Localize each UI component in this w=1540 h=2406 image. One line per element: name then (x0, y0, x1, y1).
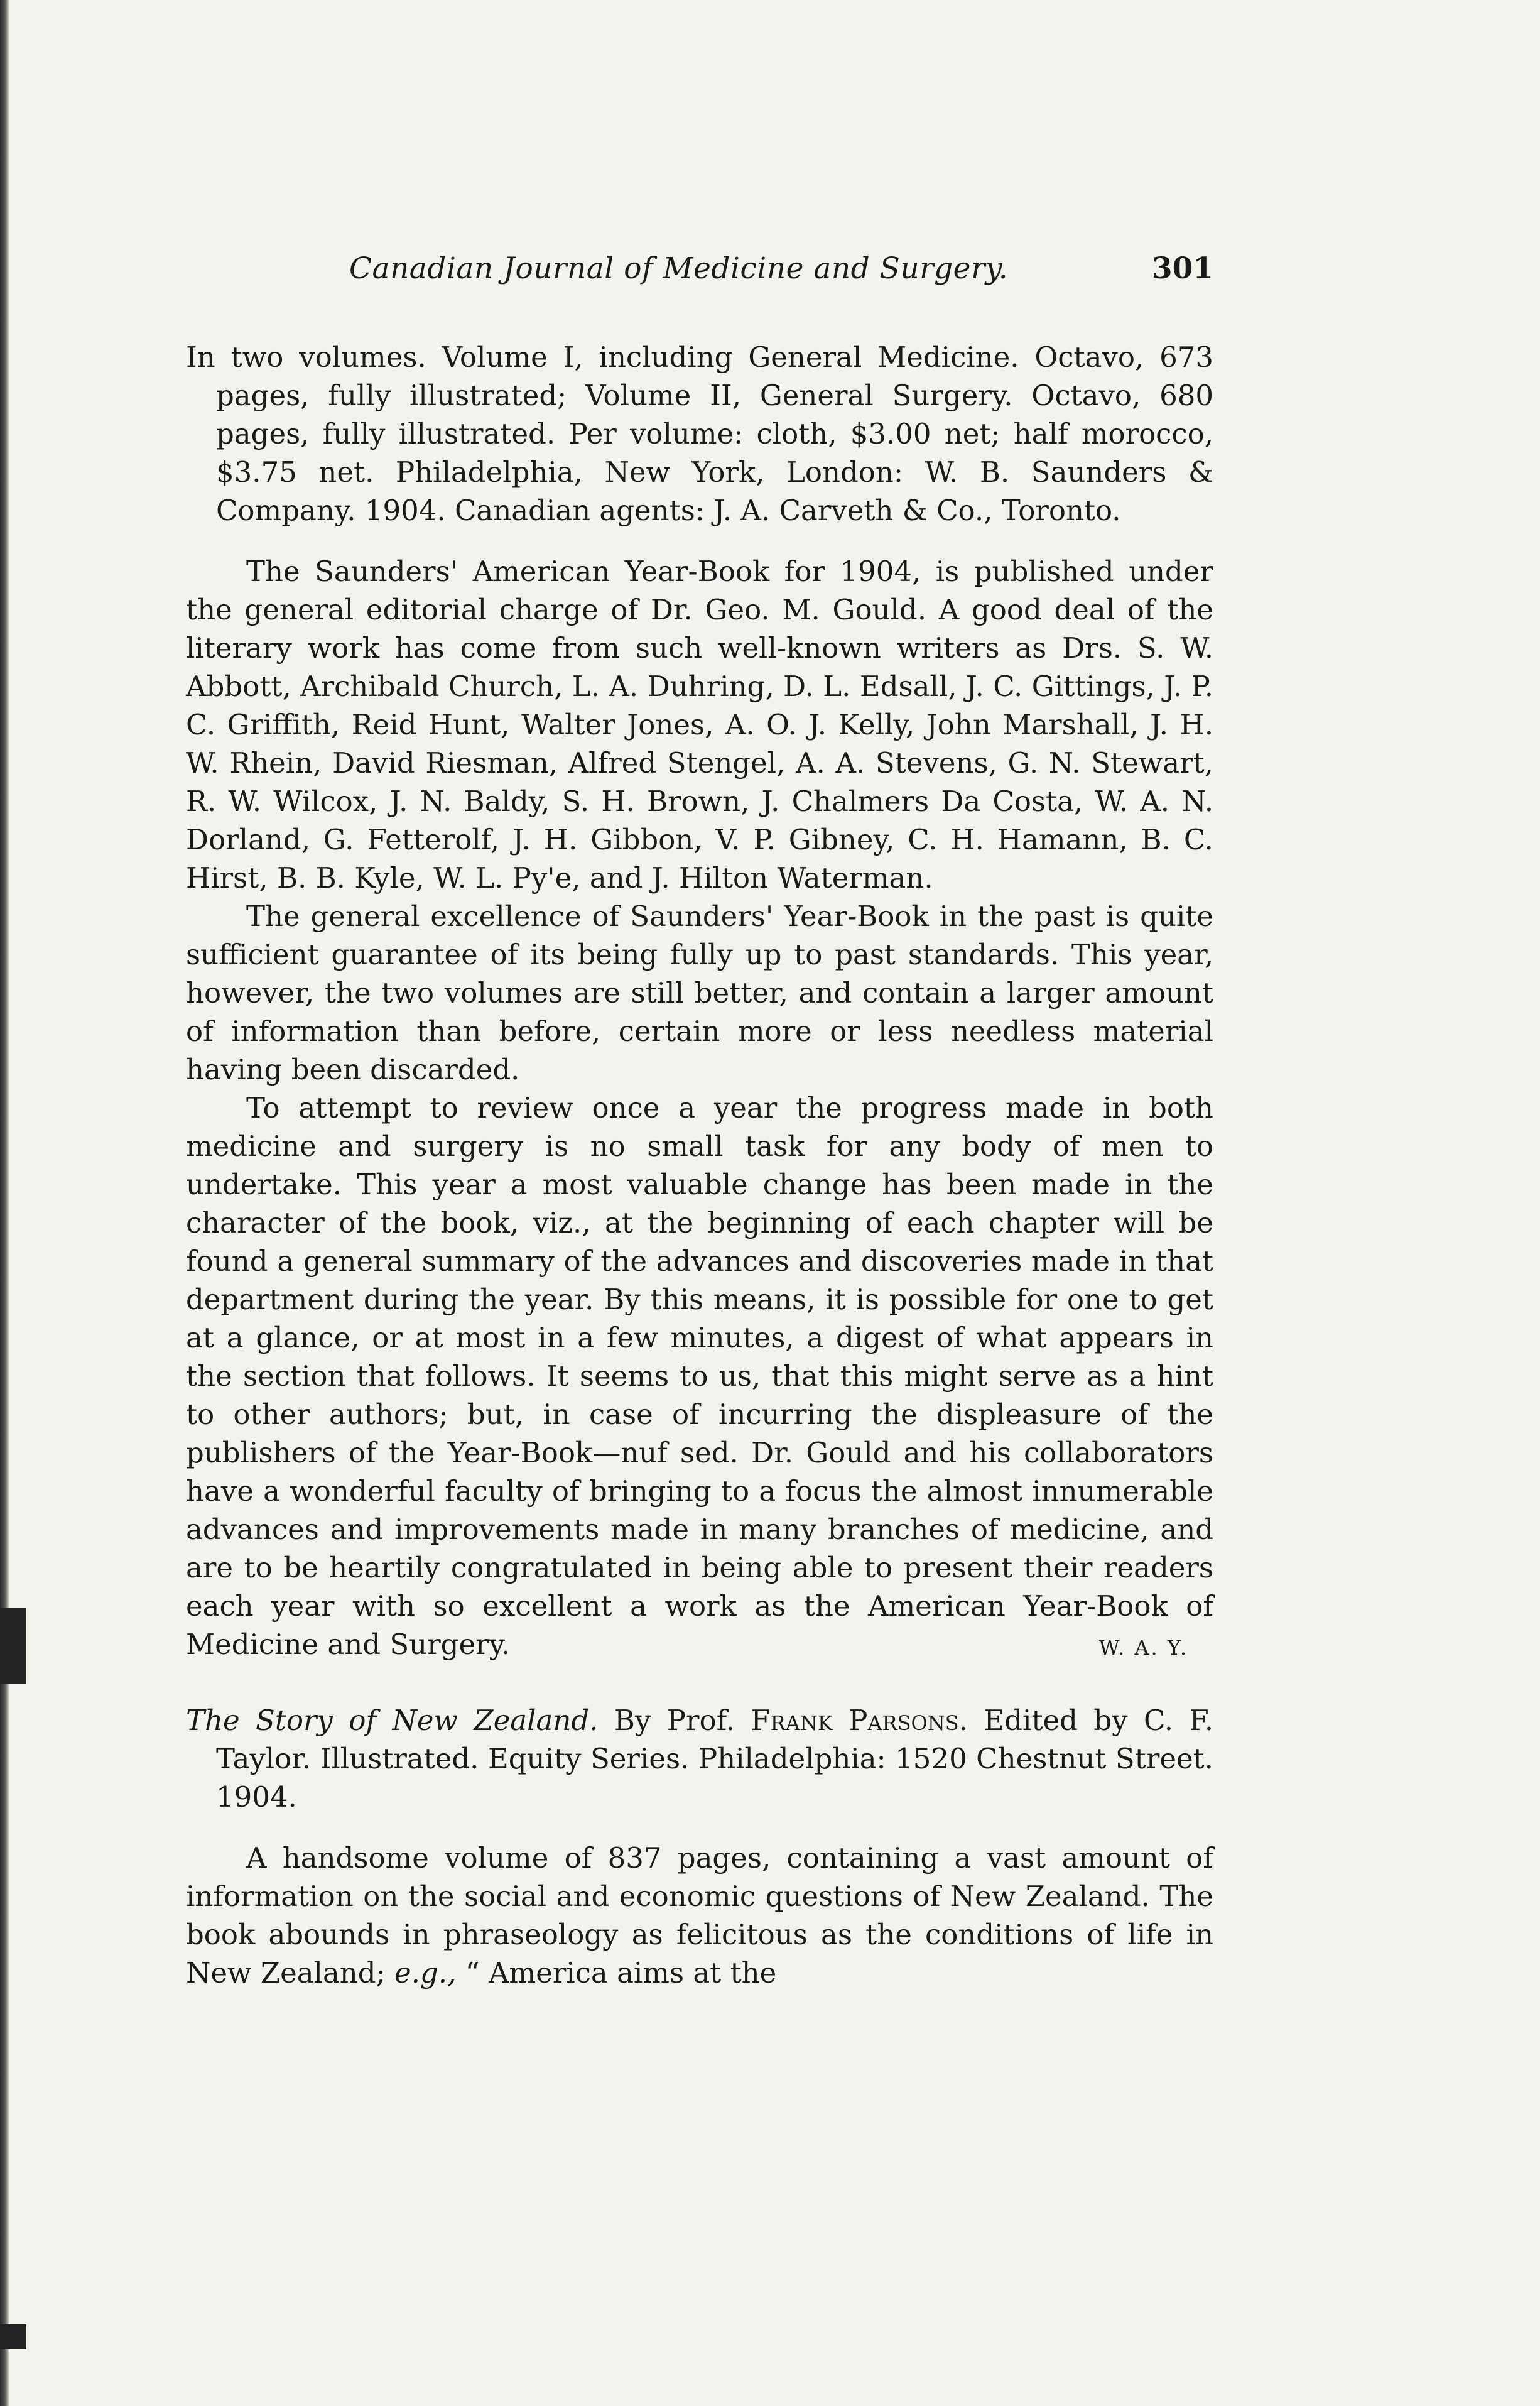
review-text-continued: “ America aims at the (465, 1956, 777, 1990)
reviewer-initials: W. A. Y. (1098, 1636, 1188, 1660)
running-title: Canadian Journal of Medicine and Surgery. (349, 251, 1009, 286)
journal-page (186, 245, 1213, 1992)
review-story-of-new-zealand (186, 1701, 1213, 1992)
binding-edge (0, 0, 9, 2406)
author-name: Frank Parsons. (751, 1704, 968, 1737)
binding-mark (0, 1608, 26, 1684)
page-number: 301 (1151, 251, 1213, 286)
review-paragraph: The Saunders' American Year-Book for 1904, is published under the general editorial charge of Dr. Geo. M. Gould. A good deal of the literary work has come from such well-known writers as Drs. S. W. Abbott, Archibald Church, L. A. Duhring, D. L. Edsall, J. C. Gittings, J. P. C. Griffith, Reid Hunt, Walter Jones, A. O. J. Kelly, John Marshall, J. H. W. Rhein, David Riesman, Alfred Stengel, A. A. Stevens, G. N. Stewart, R. W. Wilcox, J. N. Baldy, S. H. Brown, J. Chalmers Da Costa, W. A. N. Dorland, G. Fetterolf, J. H. Gibbon, V. P. Gibney, C. H. Hamann, B. C. Hirst, B. B. Kyle, W. L. Py'e, and J. Hilton Waterman. (186, 555, 1213, 895)
review-text: A handsome volume of 837 pages, containing a vast amount of information on the social and economic questions of New Zealand. The book abounds in phraseology as felicitous as the conditions of life in New Zealand; (186, 1841, 1213, 1990)
page-header (186, 245, 1213, 302)
bibliographic-entry: In two volumes. Volume I, including General Medicine. Octavo, 673 pages, fully illustrated; Volume II, General Surgery. Octavo, 680 pages, fully illustrated. Per volume: cloth, $3.00 net; half morocco, $3.75 net. Philadelphia, New York, London: W. B. Saunders & Company. 1904. Canadian agents: J. A. Carveth & Co., Toronto. (186, 340, 1213, 527)
bibliographic-entry (186, 1701, 1213, 1816)
review-paragraph: The general excellence of Saunders' Year-Book in the past is quite sufficient guarantee of its being fully up to past standards. This year, however, the two volumes are still better, and contain a larger amount of information than before, certain more or less needless material having been discarded. (186, 900, 1213, 1086)
review-year-book (186, 338, 1213, 1663)
abbreviation-eg: e.g., (394, 1956, 457, 1990)
review-paragraph (186, 1839, 1213, 1992)
binding-mark (0, 2324, 26, 2349)
review-paragraph: To attempt to review once a year the progress made in both medicine and surgery is no small task for any body of men to undertake. This year a most valuable change has been made in the character of the book, viz., at the beginning of each chapter will be found a general summary of the advances and discoveries made in that department during the year. By this means, it is possible for one to get at a glance, or at most in a few minutes, a digest of what appears in the section that follows. It seems to us, that this might serve as a hint to other authors; but, in case of incurring the displeasure of the publishers of the Year-Book—nuf sed. Dr. Gould and his collaborators have a wonderful faculty of bringing to a focus the almost innumerable advances and improvements made in many branches of medicine, and are to be heartily congratulated in being able to present their readers each year with so excellent a work as the American Year-Book of Medicine and Surgery. (186, 1091, 1213, 1661)
author-prefix: By Prof. (614, 1704, 735, 1737)
publication-details: Edited by C. F. Taylor. Illustrated. Equity Series. Philadelphia: 1520 Chestnut Street. 1904. (216, 1704, 1214, 1814)
book-title: The Story of New Zealand. (186, 1704, 599, 1737)
